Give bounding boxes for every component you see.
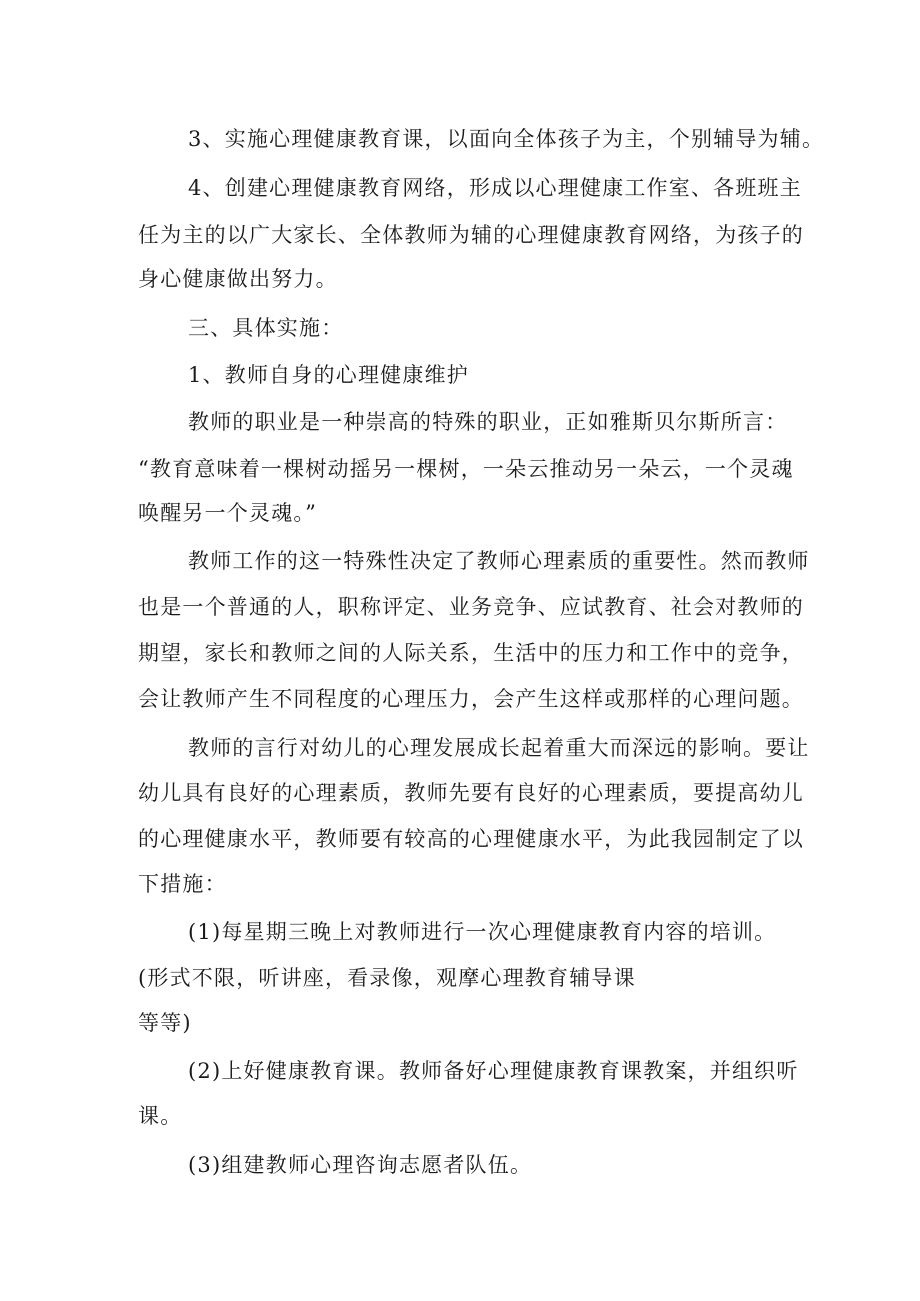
text-line: 教师工作的这一特殊性决定了教师心理素质的重要性。然而教师	[188, 549, 810, 573]
text-line: 会让教师产生不同程度的心理压力，会产生这样或那样的心理问题。	[138, 687, 804, 711]
text-line: 任为主的以广大家长、全体教师为辅的心理健康教育网络，为孩子的	[138, 223, 804, 247]
list-item-3: (3)组建教师心理咨询志愿者队伍。	[188, 1153, 533, 1177]
text-line: 也是一个普通的人，职称评定、业务竞争、应试教育、社会对教师的	[138, 595, 804, 619]
quote-line: 唤醒另一个灵魂。”	[138, 501, 318, 525]
text-line: 等等)	[138, 1011, 192, 1035]
text-line: 下措施：	[138, 872, 227, 896]
text-line: (形式不限，听讲座，看录像，观摩心理教育辅导课	[138, 966, 636, 990]
text-line: 的心理健康水平，教师要有较高的心理健康水平，为此我园制定了以	[138, 827, 804, 851]
list-item-2: (2)上好健康教育课。教师备好心理健康教育课教案，并组织听	[188, 1059, 799, 1083]
text-line: 课。	[138, 1104, 183, 1128]
text-line: 期望，家长和教师之间的人际关系，生活中的压力和工作中的竞争，	[138, 641, 804, 665]
text-line: 教师的言行对幼儿的心理发展成长起着重大而深远的影响。要让	[188, 736, 810, 760]
section-heading: 三、具体实施：	[188, 316, 344, 340]
text-line: 3、实施心理健康教育课，以面向全体孩子为主，个别辅导为辅。	[188, 127, 825, 151]
list-item-1: (1)每星期三晚上对教师进行一次心理健康教育内容的培训。	[188, 920, 777, 944]
subsection-heading: 1、教师自身的心理健康维护	[188, 363, 469, 387]
text-line: 身心健康做出努力。	[138, 267, 338, 291]
quote-line: “教育意味着一棵树动摇另一棵树，一朵云推动另一朵云，一个灵魂	[138, 457, 794, 481]
text-line: 幼儿具有良好的心理素质，教师先要有良好的心理素质，要提高幼儿	[138, 781, 804, 805]
text-line: 4、创建心理健康教育网络，形成以心理健康工作室、各班班主	[188, 176, 802, 200]
text-line: 教师的职业是一种崇高的特殊的职业，正如雅斯贝尔斯所言：	[188, 410, 788, 434]
